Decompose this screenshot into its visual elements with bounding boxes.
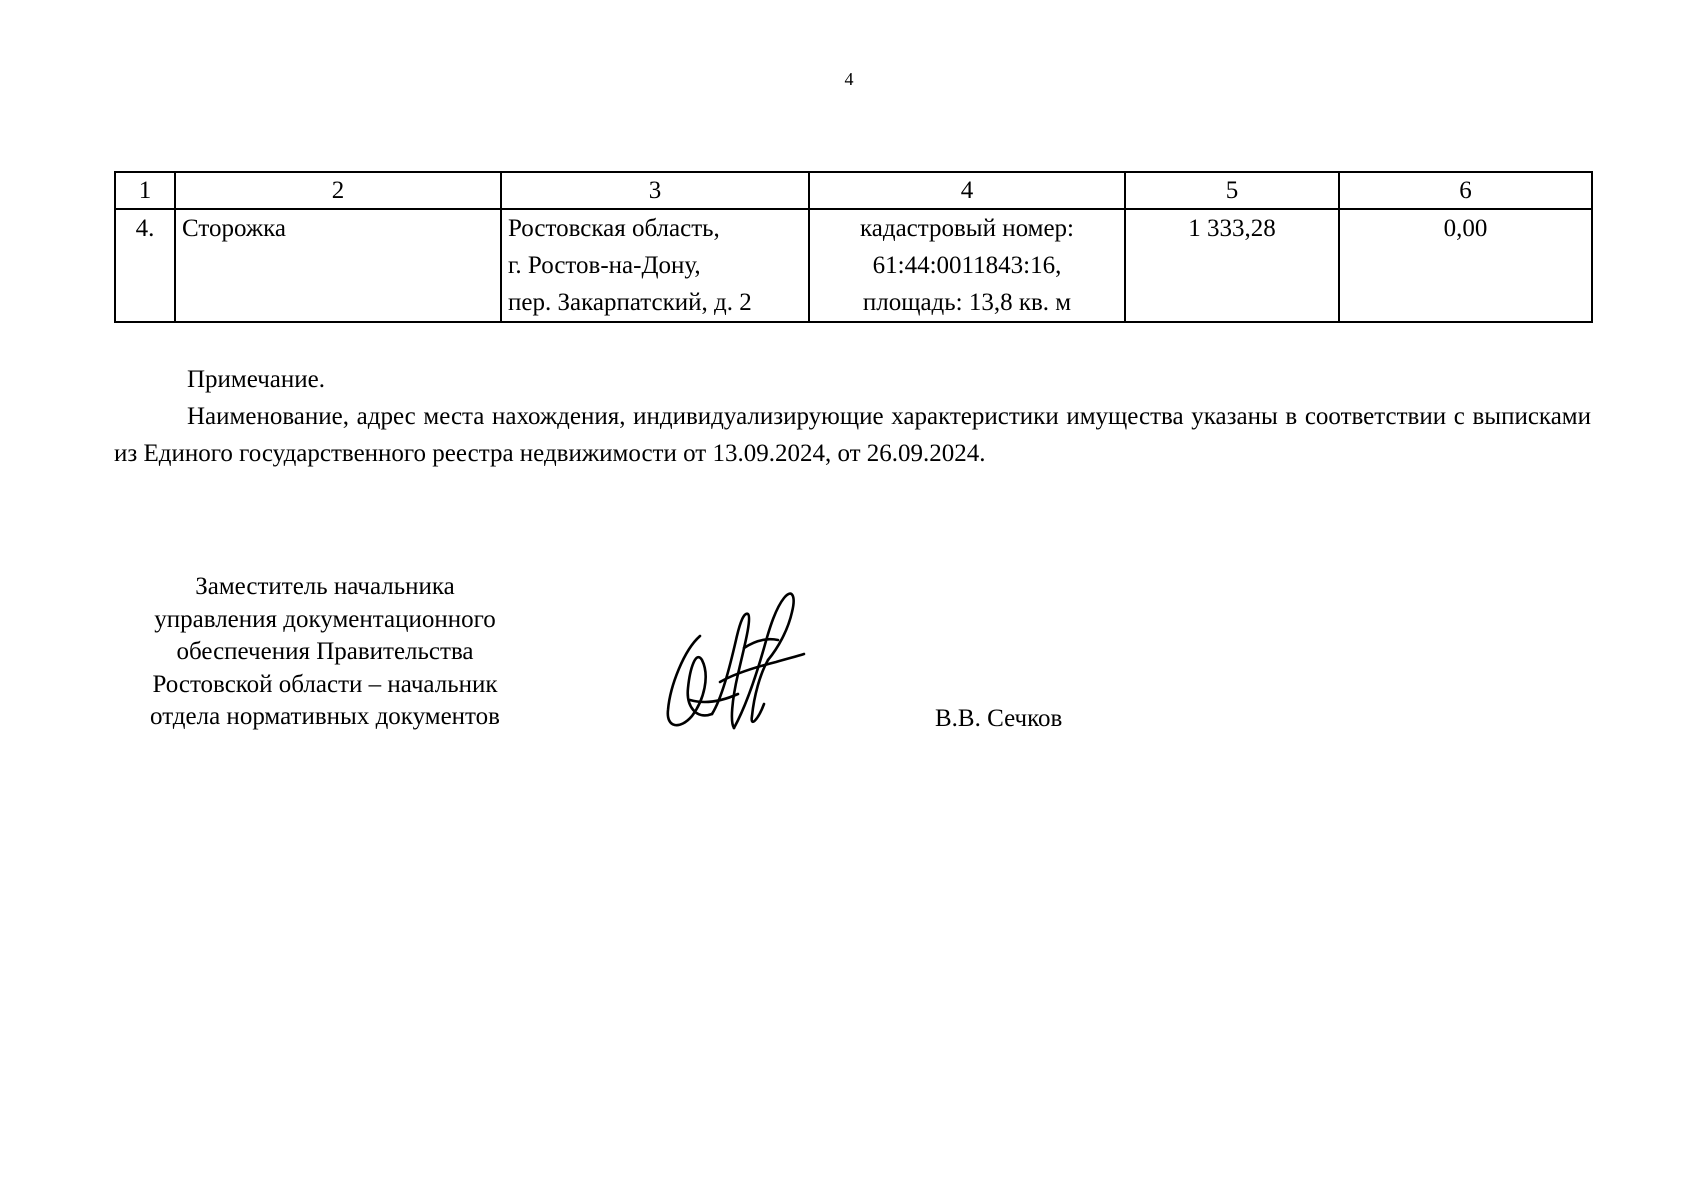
note-text: Наименование, адрес места нахождения, индивидуализирующие характеристики имущества указаны в соответствии с выписками из Единого государственного реестра недвижимости от 13.09.2024, от 26.09.2024. (114, 403, 1591, 467)
address-line: пер. Закарпатский, д. 2 (508, 289, 752, 316)
signer-name: В.В. Сечков (935, 705, 1063, 732)
position-line: отдела нормативных документов (150, 703, 500, 730)
property-characteristics (809, 209, 1125, 322)
col6-value: 0,00 (1339, 209, 1592, 322)
signer-position (90, 571, 560, 734)
address-line: г. Ростов-на-Дону, (508, 252, 701, 279)
address-line: Ростовская область, (508, 215, 720, 242)
header-cell: 3 (501, 172, 809, 209)
note-title: Примечание. (187, 366, 326, 393)
header-cell: 6 (1339, 172, 1592, 209)
position-line: обеспечения Правительства (176, 638, 474, 665)
col5-value: 1 333,28 (1125, 209, 1339, 322)
property-address (501, 209, 809, 322)
row-number: 4. (115, 209, 175, 322)
property-table (114, 171, 1593, 323)
characteristics-line: площадь: 13,8 кв. м (862, 289, 1072, 316)
characteristics-line: кадастровый номер: (859, 215, 1074, 242)
position-line: Заместитель начальника (195, 573, 455, 600)
page-number: 4 (844, 69, 854, 89)
table-row (115, 209, 1592, 322)
header-cell: 4 (809, 172, 1125, 209)
property-name: Сторожка (175, 209, 501, 322)
characteristics-line: 61:44:0011843:16, (872, 252, 1062, 279)
header-cell: 1 (115, 172, 175, 209)
table-header-row (115, 172, 1592, 209)
header-cell: 5 (1125, 172, 1339, 209)
handwritten-signature (660, 578, 820, 738)
header-cell: 2 (175, 172, 501, 209)
position-line: Ростовской области – начальник (152, 670, 498, 698)
position-line: управления документационного (154, 605, 496, 633)
